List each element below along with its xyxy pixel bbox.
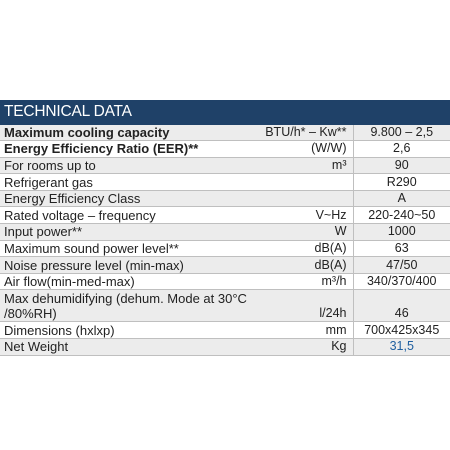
spec-table (0, 125, 450, 356)
spec-row-refrigerant (0, 174, 450, 191)
spec-label: Rated voltage – frequency (0, 207, 252, 224)
spec-value: 340/370/400 (353, 273, 450, 290)
spec-row-cooling-capacity (0, 125, 450, 141)
spec-value: 31,5 (353, 339, 450, 356)
spec-value: 90 (353, 157, 450, 174)
spec-value: A (353, 190, 450, 207)
spec-row-net-weight (0, 339, 450, 356)
spec-unit: Kg (252, 339, 353, 356)
spec-label: Input power** (0, 224, 252, 241)
spec-unit: BTU/h* – Kw** (252, 125, 353, 141)
spec-unit: m³ (252, 157, 353, 174)
spec-label: For rooms up to (0, 157, 252, 174)
spec-label: Air flow(min-med-max) (0, 273, 252, 290)
spec-unit: W (252, 224, 353, 241)
spec-label: Energy Efficiency Class (0, 190, 252, 207)
spec-label: Energy Efficiency Ratio (EER)** (0, 141, 252, 158)
spec-label: Noise pressure level (min-max) (0, 257, 252, 274)
spec-label: Refrigerant gas (0, 174, 252, 191)
spec-unit: l/24h (252, 290, 353, 322)
spec-unit: V~Hz (252, 207, 353, 224)
spec-value: 47/50 (353, 257, 450, 274)
spec-unit (252, 174, 353, 191)
spec-label: Maximum cooling capacity (0, 125, 252, 141)
section-header (0, 100, 450, 123)
spec-row-eer (0, 141, 450, 158)
spec-row-dehumidifying (0, 290, 450, 322)
spec-row-voltage (0, 207, 450, 224)
spec-value: R290 (353, 174, 450, 191)
spec-row-dimensions (0, 322, 450, 339)
spec-row-noise-pressure (0, 257, 450, 274)
spec-value: 46 (353, 290, 450, 322)
spec-label: Dimensions (hxlxp) (0, 322, 252, 339)
spec-value: 2,6 (353, 141, 450, 158)
spec-row-input-power (0, 224, 450, 241)
spec-row-efficiency-class (0, 190, 450, 207)
spec-value: 700x425x345 (353, 322, 450, 339)
spec-unit: (W/W) (252, 141, 353, 158)
spec-unit (252, 190, 353, 207)
spec-unit: dB(A) (252, 240, 353, 257)
spec-unit: mm (252, 322, 353, 339)
technical-data-sheet (0, 100, 450, 356)
spec-row-sound-power (0, 240, 450, 257)
spec-row-air-flow (0, 273, 450, 290)
section-title: TECHNICAL DATA (4, 103, 132, 120)
spec-unit: m³/h (252, 273, 353, 290)
spec-unit: dB(A) (252, 257, 353, 274)
spec-value: 63 (353, 240, 450, 257)
spec-value: 1000 (353, 224, 450, 241)
spec-label: Net Weight (0, 339, 252, 356)
spec-value: 220-240~50 (353, 207, 450, 224)
spec-value: 9.800 – 2,5 (353, 125, 450, 141)
spec-row-room-size (0, 157, 450, 174)
spec-label: Maximum sound power level** (0, 240, 252, 257)
spec-label: Max dehumidifying (dehum. Mode at 30°C /80%RH) (0, 290, 252, 322)
